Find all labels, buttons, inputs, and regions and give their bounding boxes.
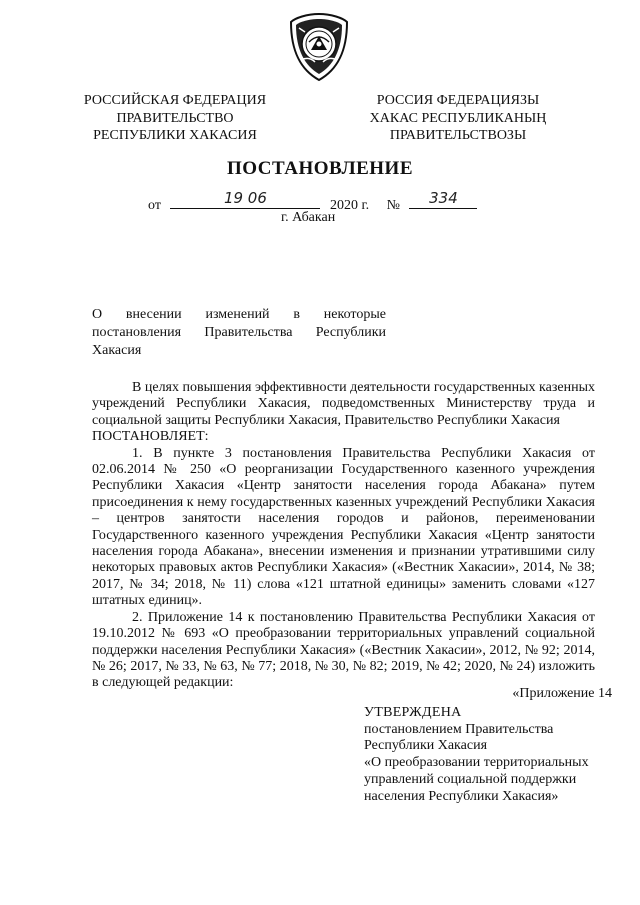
- subject-word: изменений: [205, 307, 270, 322]
- header-right: [358, 92, 558, 145]
- approved-label: УТВЕРЖДЕНА: [364, 704, 462, 720]
- header-right-line: ХАКАС РЕСПУБЛИКАНЫҢ: [369, 110, 547, 126]
- date-prefix: от: [148, 198, 161, 213]
- appendix-line: постановлением Правительства: [364, 721, 554, 737]
- year-label: 2020 г.: [329, 198, 370, 213]
- preamble-paragraph: В целях повышения эффективности деятельности государственных казенных учреждений Республики Хакасия, подведомственных Министерству труда и социальной защиты Республики Хакасия, Правительство Республики Хакасия: [92, 380, 595, 428]
- appendix-label: «Приложение 14: [512, 686, 612, 701]
- date-handwritten: 19 06: [223, 189, 267, 207]
- header-left-line: РЕСПУБЛИКИ ХАКАСИЯ: [93, 128, 257, 143]
- decree-word: ПОСТАНОВЛЯЕТ:: [92, 429, 209, 445]
- date-field: [170, 189, 320, 209]
- number-handwritten: 334: [429, 189, 458, 207]
- header-right-line: ПРАВИТЕЛЬСТВОЗЫ: [389, 128, 527, 143]
- document-title: ПОСТАНОВЛЕНИЕ: [226, 158, 414, 179]
- header-left: [80, 92, 270, 145]
- header-right-line: РОССИЯ ФЕДЕРАЦИЯЗЫ: [376, 93, 540, 108]
- subject-word: в: [293, 307, 300, 322]
- number-field: [409, 189, 477, 209]
- subject-word: О: [92, 307, 103, 322]
- subject-word: Правительства: [204, 325, 293, 340]
- document-body: [92, 380, 595, 692]
- appendix-block: [364, 686, 612, 806]
- header-left-line: ПРАВИТЕЛЬСТВО: [116, 110, 234, 126]
- item-2-paragraph: 2. Приложение 14 к постановлению Правительства Республики Хакасия от 19.10.2012 № 693 «О преобразовании территориальных управлений социальной поддержки населения Республики Хакасия» («Вестник Хакасии», 2012, № 92; 2014, № 26; 2017, № 33, № 63, № 77; 2018, № 30, № 82; 2019, № 42; 2020, № 24) изложить в следующей редакции:: [92, 609, 595, 691]
- subject-word: некоторые: [323, 307, 386, 322]
- subject-line: Хакасия: [92, 343, 142, 358]
- appendix-line: управлений социальной поддержки: [364, 771, 577, 787]
- appendix-line: населения Республики Хакасия»: [364, 788, 559, 804]
- appendix-line: «О преобразовании территориальных: [364, 755, 589, 771]
- item-1-paragraph: 1. В пункте 3 постановления Правительства Республики Хакасия от 02.06.2014 № 250 «О реорганизации Государственного казенного учреждения Республики Хакасия «Центр занятости населения города Абакана» путем присоединения к нему государственных казенных учреждений Республики Хакасия – центров занятости населения городов и районов, переименовании Государственного казенного учреждения Республики Хакасия «Центр занятости населения города Абакана», внесении изменения и признании утратившими силу некоторых правовых актов Республики Хакасия» («Вестник Хакасии», 2014, № 38; 2017, № 34; 2018, № 11) слова «121 штатной единицы» заменить словами «127 штатных единиц».: [92, 445, 595, 609]
- subject-word: Республики: [315, 325, 386, 340]
- appendix-line: Республики Хакасия: [364, 738, 488, 754]
- subject-block: [92, 306, 386, 360]
- header-left-line: РОССИЙСКАЯ ФЕДЕРАЦИЯ: [83, 93, 267, 108]
- khakassia-coat-of-arms-icon: [287, 12, 351, 82]
- number-sign: №: [386, 198, 400, 213]
- subject-word: внесении: [125, 307, 182, 322]
- city-label: г. Абакан: [281, 210, 336, 225]
- subject-word: постановления: [92, 325, 182, 340]
